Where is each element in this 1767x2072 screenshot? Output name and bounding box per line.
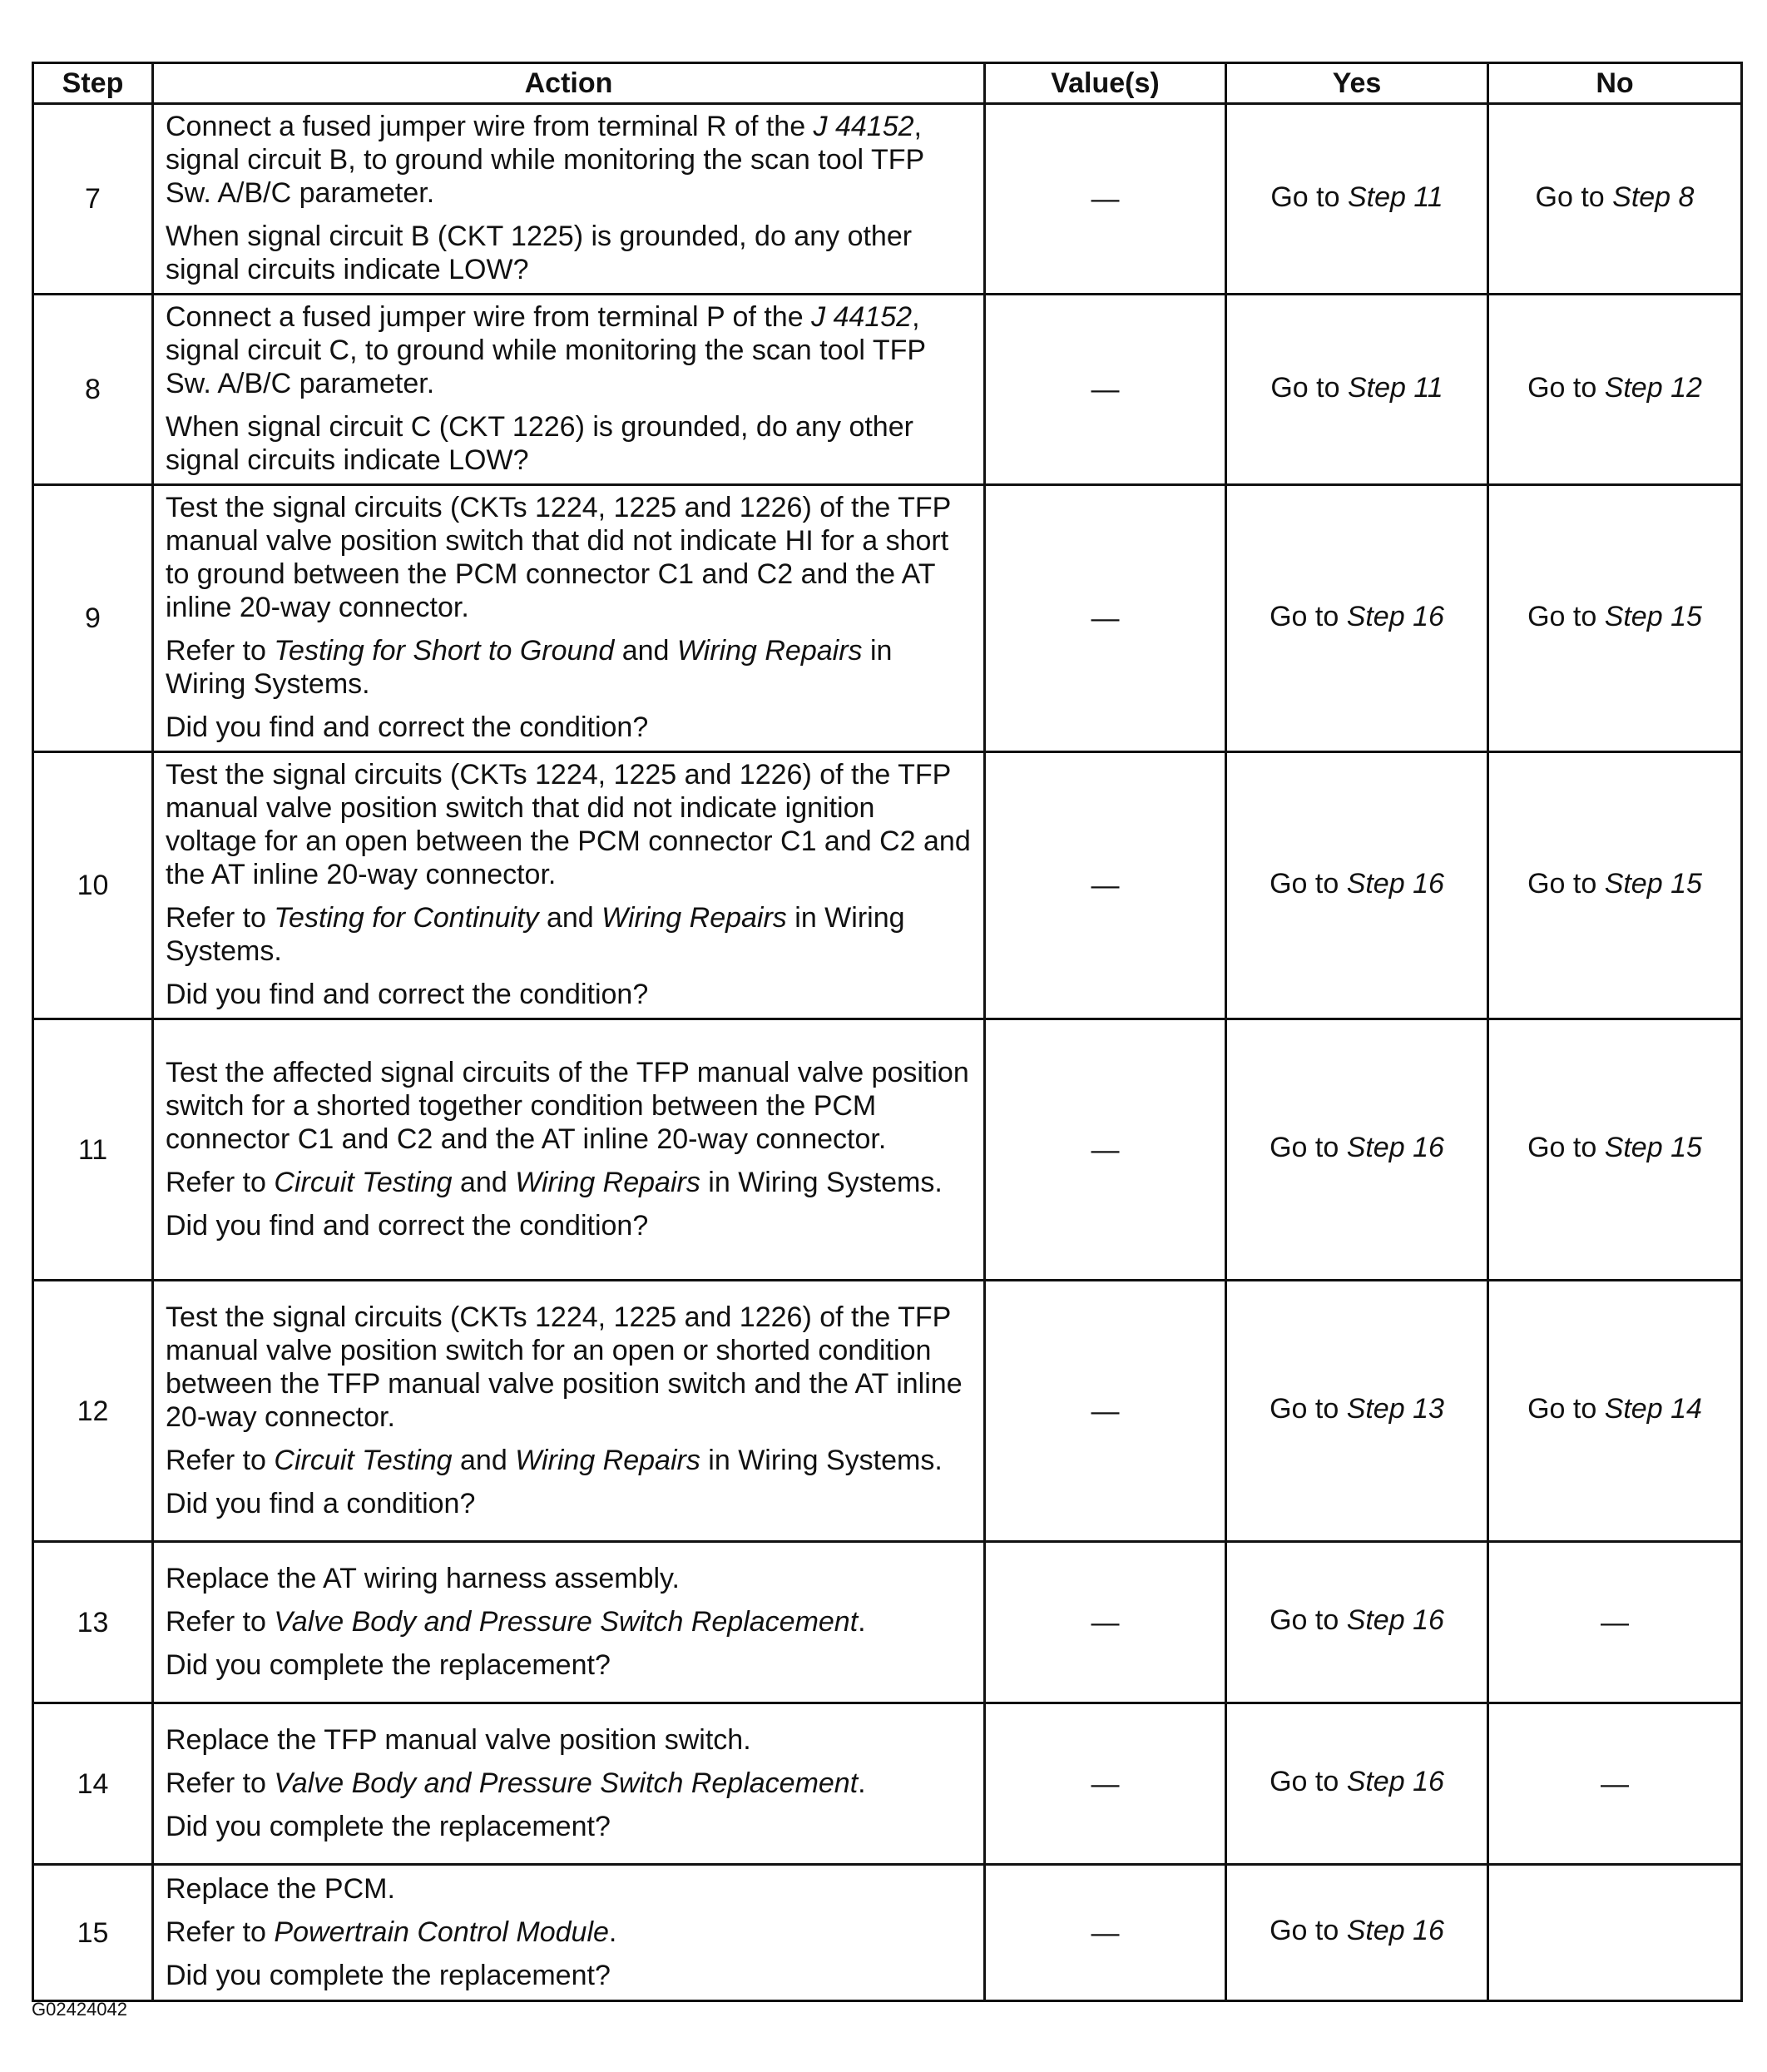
no-goto-prefix: Go to bbox=[1527, 371, 1605, 404]
action-paragraph bbox=[166, 110, 972, 210]
action-paragraph bbox=[166, 491, 972, 624]
action-cell bbox=[153, 1542, 985, 1703]
action-text: and bbox=[614, 635, 677, 667]
value-cell: — bbox=[985, 1542, 1226, 1703]
yes-cell bbox=[1226, 1019, 1488, 1281]
action-paragraph bbox=[166, 1767, 972, 1800]
yes-goto-prefix: Go to bbox=[1270, 600, 1347, 632]
step-number: 9 bbox=[33, 485, 153, 752]
action-cell bbox=[153, 1281, 985, 1542]
action-text: . bbox=[858, 1605, 866, 1638]
action-text: Refer to bbox=[166, 1166, 275, 1198]
action-cell bbox=[153, 104, 985, 295]
action-cell bbox=[153, 752, 985, 1019]
action-paragraph bbox=[166, 1916, 972, 1949]
action-cell bbox=[153, 1703, 985, 1865]
step-number: 10 bbox=[33, 752, 153, 1019]
yes-goto-prefix: Go to bbox=[1270, 181, 1348, 213]
action-paragraph bbox=[166, 220, 972, 286]
action-paragraph bbox=[166, 1605, 972, 1638]
no-cell bbox=[1488, 104, 1742, 295]
action-reference: Wiring Repairs bbox=[515, 1444, 700, 1476]
action-paragraph bbox=[166, 1056, 972, 1156]
action-text: Did you complete the replacement? bbox=[166, 1648, 611, 1681]
no-cell-na: — bbox=[1488, 1542, 1742, 1703]
table-header-row bbox=[33, 63, 1742, 104]
yes-goto-step: Step 16 bbox=[1346, 1604, 1444, 1636]
yes-goto-step: Step 16 bbox=[1346, 1132, 1444, 1163]
no-goto-prefix: Go to bbox=[1527, 1393, 1605, 1425]
action-text: in Wiring Systems. bbox=[166, 635, 893, 700]
yes-cell bbox=[1226, 1703, 1488, 1865]
action-text: Refer to bbox=[166, 635, 275, 667]
action-reference: Wiring Repairs bbox=[676, 635, 863, 667]
action-text: and bbox=[452, 1166, 516, 1198]
yes-goto-prefix: Go to bbox=[1270, 1393, 1347, 1425]
header-step: Step bbox=[33, 63, 153, 104]
no-goto-step: Step 15 bbox=[1604, 600, 1702, 632]
no-goto-step: Step 15 bbox=[1604, 867, 1702, 900]
action-text: Did you find a condition? bbox=[166, 1487, 476, 1519]
action-paragraph bbox=[166, 1444, 972, 1477]
action-text: Did you find and correct the condition? bbox=[166, 1209, 649, 1242]
yes-cell bbox=[1226, 1865, 1488, 2001]
action-text: Replace the AT wiring harness assembly. bbox=[166, 1562, 680, 1594]
yes-goto-prefix: Go to bbox=[1270, 1604, 1347, 1636]
action-paragraph bbox=[166, 1301, 972, 1434]
no-goto-prefix: Go to bbox=[1527, 867, 1605, 900]
no-goto-prefix: Go to bbox=[1527, 1132, 1605, 1163]
no-cell bbox=[1488, 485, 1742, 752]
action-text: Replace the PCM. bbox=[166, 1872, 395, 1905]
action-text: . bbox=[608, 1916, 617, 1948]
action-reference: Wiring Repairs bbox=[515, 1166, 700, 1198]
action-text: Connect a fused jumper wire from terminal R of the bbox=[166, 111, 814, 142]
action-paragraph bbox=[166, 410, 972, 477]
step-number: 7 bbox=[33, 104, 153, 295]
figure-id: G02424042 bbox=[32, 1999, 127, 2020]
action-text: and bbox=[538, 902, 602, 934]
action-paragraph bbox=[166, 1959, 972, 1992]
table-row bbox=[33, 1865, 1742, 2001]
action-paragraph bbox=[166, 1648, 972, 1682]
action-text: Connect a fused jumper wire from terminal P of the bbox=[166, 301, 812, 333]
table-row bbox=[33, 1019, 1742, 1281]
action-cell bbox=[153, 295, 985, 485]
action-reference: J 44152 bbox=[811, 301, 913, 333]
action-paragraph bbox=[166, 300, 972, 400]
action-text: , signal circuit B, to ground while monitoring the scan tool TFP Sw. A/B/C parameter. bbox=[166, 111, 924, 209]
value-cell: — bbox=[985, 485, 1226, 752]
value-cell: — bbox=[985, 752, 1226, 1019]
action-text: in Wiring Systems. bbox=[700, 1444, 943, 1476]
action-text: Refer to bbox=[166, 1605, 275, 1638]
action-reference: Circuit Testing bbox=[274, 1444, 453, 1476]
yes-goto-step: Step 16 bbox=[1346, 600, 1444, 632]
table-row bbox=[33, 485, 1742, 752]
yes-cell bbox=[1226, 1281, 1488, 1542]
value-cell: — bbox=[985, 1865, 1226, 2001]
action-text: . bbox=[858, 1767, 866, 1799]
action-text: Did you complete the replacement? bbox=[166, 1959, 611, 1991]
header-values: Value(s) bbox=[985, 63, 1226, 104]
action-text: Test the signal circuits (CKTs 1224, 1225 and 1226) of the TFP manual valve position switch for an open or shorted condition between the TFP manual valve position switch and the AT inline 20-way connector. bbox=[166, 1301, 963, 1433]
step-number: 8 bbox=[33, 295, 153, 485]
action-text: Test the signal circuits (CKTs 1224, 1225 and 1226) of the TFP manual valve position switch that did not indicate HI for a short to ground between the PCM connector C1 and C2 and the AT inline 20-way connector. bbox=[166, 492, 951, 623]
table-row bbox=[33, 752, 1742, 1019]
table-row bbox=[33, 1542, 1742, 1703]
action-paragraph bbox=[166, 978, 972, 1011]
value-cell: — bbox=[985, 1281, 1226, 1542]
action-reference: J 44152 bbox=[813, 111, 914, 142]
no-goto-prefix: Go to bbox=[1535, 181, 1613, 213]
action-text: in Wiring Systems. bbox=[166, 902, 905, 967]
action-paragraph bbox=[166, 711, 972, 744]
action-text: When signal circuit B (CKT 1225) is grounded, do any other signal circuits indicate LOW? bbox=[166, 221, 913, 285]
yes-goto-step: Step 11 bbox=[1347, 371, 1443, 404]
no-cell bbox=[1488, 752, 1742, 1019]
table-row bbox=[33, 104, 1742, 295]
table-body bbox=[33, 104, 1742, 2001]
value-cell: — bbox=[985, 104, 1226, 295]
yes-cell bbox=[1226, 1542, 1488, 1703]
table-row bbox=[33, 1703, 1742, 1865]
yes-goto-step: Step 16 bbox=[1346, 1766, 1444, 1797]
action-text: Refer to bbox=[166, 902, 275, 934]
yes-goto-step: Step 16 bbox=[1346, 867, 1444, 900]
action-reference: Powertrain Control Module bbox=[274, 1916, 609, 1948]
header-action: Action bbox=[153, 63, 985, 104]
no-goto-step: Step 15 bbox=[1604, 1132, 1702, 1163]
yes-goto-step: Step 11 bbox=[1347, 181, 1443, 213]
action-text: Did you find and correct the condition? bbox=[166, 711, 649, 743]
table-row bbox=[33, 295, 1742, 485]
step-number: 11 bbox=[33, 1019, 153, 1281]
step-number: 13 bbox=[33, 1542, 153, 1703]
yes-goto-prefix: Go to bbox=[1270, 1766, 1347, 1797]
action-cell bbox=[153, 1865, 985, 2001]
step-number: 15 bbox=[33, 1865, 153, 2001]
yes-cell bbox=[1226, 104, 1488, 295]
no-goto-step: Step 8 bbox=[1612, 181, 1695, 213]
no-goto-step: Step 14 bbox=[1604, 1393, 1702, 1425]
action-text: and bbox=[452, 1444, 516, 1476]
no-goto-step: Step 12 bbox=[1604, 371, 1702, 404]
action-paragraph bbox=[166, 1166, 972, 1199]
header-no: No bbox=[1488, 63, 1742, 104]
step-number: 14 bbox=[33, 1703, 153, 1865]
action-paragraph bbox=[166, 634, 972, 701]
action-reference: Testing for Continuity bbox=[274, 902, 539, 934]
action-paragraph bbox=[166, 1810, 972, 1843]
action-text: Replace the TFP manual valve position switch. bbox=[166, 1723, 751, 1756]
yes-cell bbox=[1226, 752, 1488, 1019]
action-cell bbox=[153, 1019, 985, 1281]
diagnostic-table bbox=[32, 62, 1743, 2002]
no-cell-na: — bbox=[1488, 1703, 1742, 1865]
yes-cell bbox=[1226, 485, 1488, 752]
action-paragraph bbox=[166, 1487, 972, 1520]
yes-goto-prefix: Go to bbox=[1270, 1132, 1347, 1163]
action-cell bbox=[153, 485, 985, 752]
action-text: Did you find and correct the condition? bbox=[166, 979, 649, 1010]
action-text: When signal circuit C (CKT 1226) is grounded, do any other signal circuits indicate LOW? bbox=[166, 411, 913, 476]
action-text: Did you complete the replacement? bbox=[166, 1810, 611, 1842]
action-paragraph bbox=[166, 1723, 972, 1757]
no-goto-prefix: Go to bbox=[1527, 600, 1605, 632]
value-cell: — bbox=[985, 295, 1226, 485]
action-paragraph bbox=[166, 1209, 972, 1242]
no-cell bbox=[1488, 295, 1742, 485]
yes-goto-step: Step 16 bbox=[1346, 1915, 1444, 1946]
action-paragraph bbox=[166, 901, 972, 968]
yes-goto-prefix: Go to bbox=[1270, 1915, 1347, 1946]
action-text: Refer to bbox=[166, 1916, 275, 1948]
action-text: Test the affected signal circuits of the TFP manual valve position switch for a shorted together condition between the PCM connector C1 and C2 and the AT inline 20-way connector. bbox=[166, 1056, 969, 1155]
action-reference: Wiring Repairs bbox=[601, 902, 787, 934]
yes-goto-prefix: Go to bbox=[1270, 371, 1348, 404]
action-reference: Testing for Short to Ground bbox=[274, 635, 615, 667]
action-paragraph bbox=[166, 1872, 972, 1906]
value-cell: — bbox=[985, 1019, 1226, 1281]
yes-goto-prefix: Go to bbox=[1270, 867, 1347, 900]
table-row bbox=[33, 1281, 1742, 1542]
no-cell bbox=[1488, 1019, 1742, 1281]
action-text: Test the signal circuits (CKTs 1224, 1225 and 1226) of the TFP manual valve position switch that did not indicate ignition voltage for an open between the PCM connector C1 and C2 and the AT inline 20-way connector. bbox=[166, 759, 971, 890]
no-cell bbox=[1488, 1865, 1742, 2001]
action-reference: Valve Body and Pressure Switch Replacement bbox=[274, 1605, 859, 1638]
yes-goto-step: Step 13 bbox=[1346, 1393, 1444, 1425]
step-number: 12 bbox=[33, 1281, 153, 1542]
no-cell bbox=[1488, 1281, 1742, 1542]
action-text: in Wiring Systems. bbox=[700, 1166, 943, 1198]
action-text: , signal circuit C, to ground while monitoring the scan tool TFP Sw. A/B/C parameter. bbox=[166, 301, 926, 399]
action-text: Refer to bbox=[166, 1767, 275, 1799]
value-cell: — bbox=[985, 1703, 1226, 1865]
action-paragraph bbox=[166, 1562, 972, 1595]
action-reference: Circuit Testing bbox=[274, 1166, 453, 1198]
yes-cell bbox=[1226, 295, 1488, 485]
action-reference: Valve Body and Pressure Switch Replacement bbox=[274, 1767, 859, 1799]
action-paragraph bbox=[166, 758, 972, 891]
action-text: Refer to bbox=[166, 1444, 275, 1476]
header-yes: Yes bbox=[1226, 63, 1488, 104]
